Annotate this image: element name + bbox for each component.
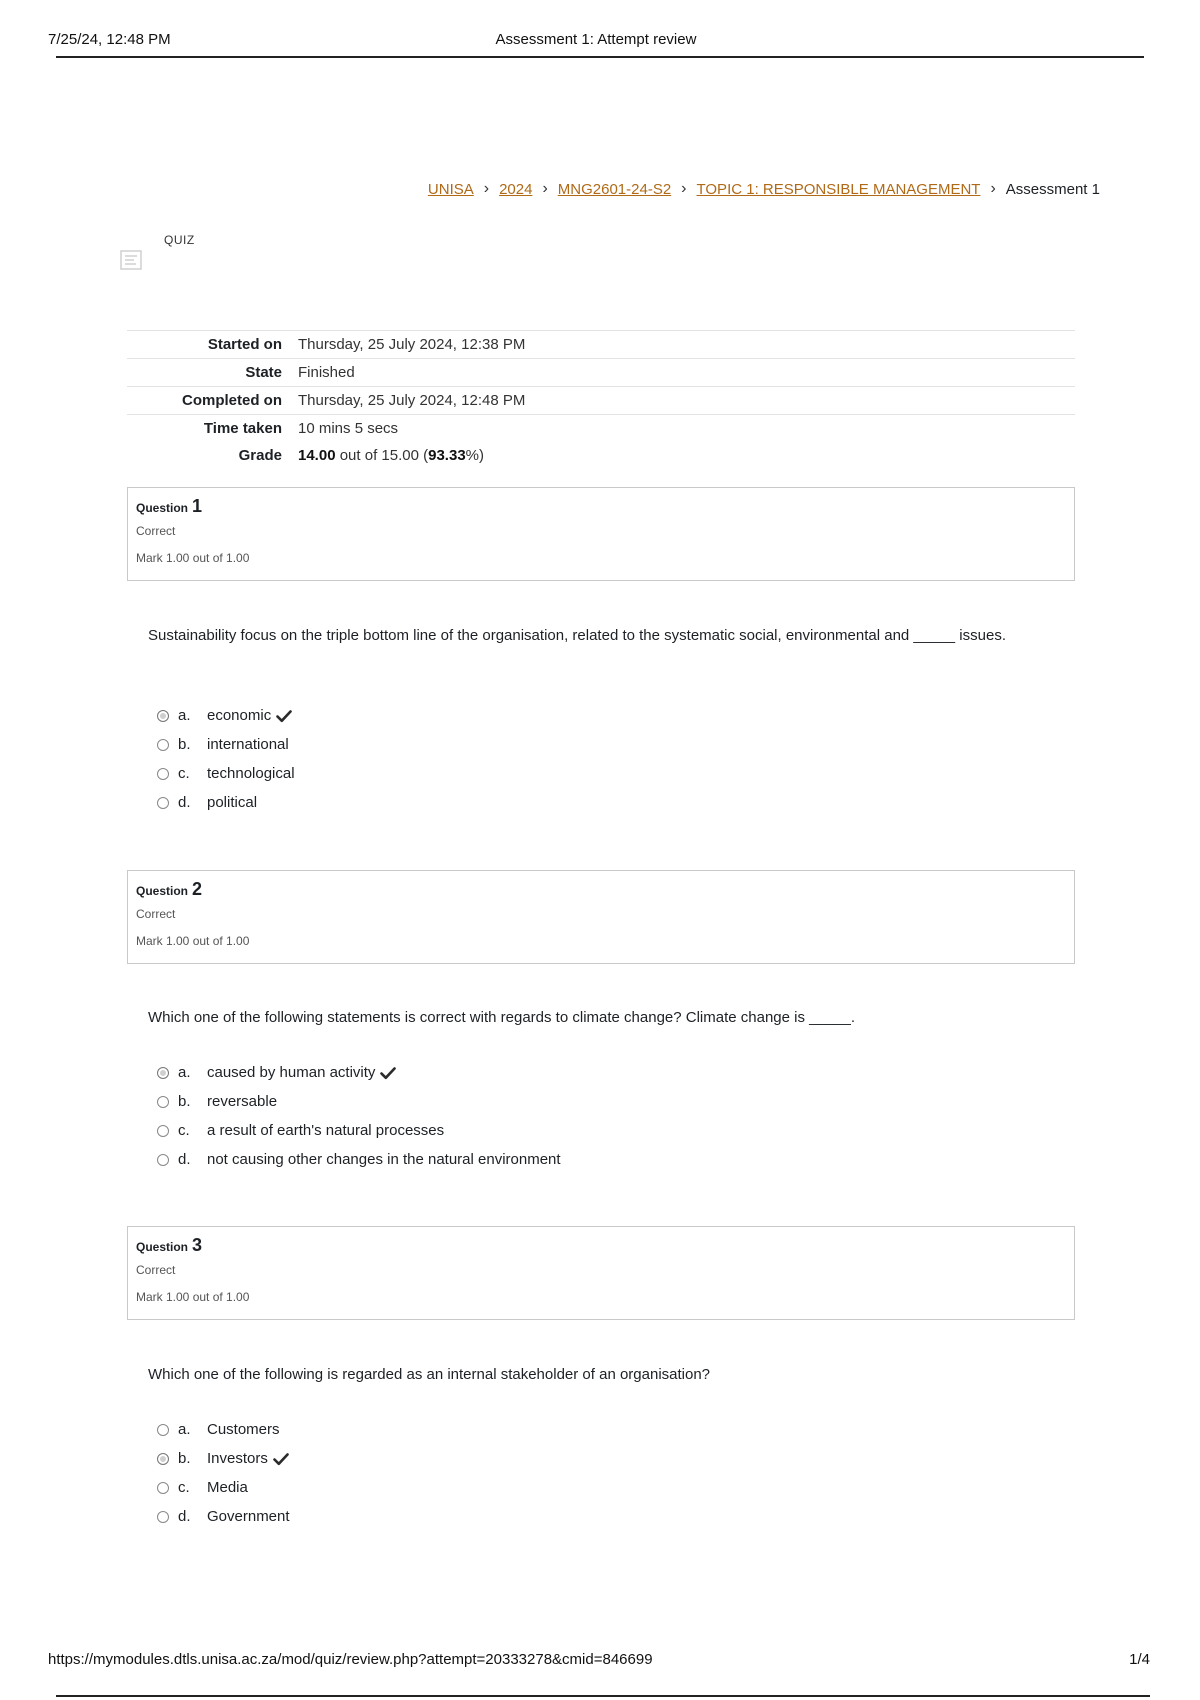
question-number-value: 3 xyxy=(192,1235,203,1255)
breadcrumb-link-unisa[interactable]: UNISA xyxy=(427,180,474,198)
answer-option[interactable] xyxy=(157,701,295,730)
footer-divider xyxy=(56,1695,1150,1697)
radio-button-selected[interactable] xyxy=(157,1453,169,1465)
breadcrumb xyxy=(428,180,1100,198)
attempt-summary-table xyxy=(127,330,1075,469)
answer-option[interactable] xyxy=(157,759,295,788)
answer-letter: b. xyxy=(178,1450,191,1467)
grade-label: Grade xyxy=(238,447,282,464)
answer-option[interactable] xyxy=(157,1415,290,1444)
summary-row xyxy=(127,415,1075,443)
summary-row xyxy=(127,387,1075,415)
question-state: Correct xyxy=(136,524,176,538)
grade-value xyxy=(298,442,1075,469)
answer-text: Investors xyxy=(207,1450,268,1467)
radio-button[interactable] xyxy=(157,1482,169,1494)
answer-option[interactable] xyxy=(157,1145,561,1174)
answer-text: economic xyxy=(207,707,272,724)
answer-option[interactable] xyxy=(157,1058,561,1087)
radio-button-selected[interactable] xyxy=(157,710,169,722)
state-label: State xyxy=(127,359,298,387)
question-number-value: 2 xyxy=(192,879,203,899)
answer-option[interactable] xyxy=(157,1087,561,1116)
chevron-right-icon: › xyxy=(483,180,490,197)
radio-button[interactable] xyxy=(157,739,169,751)
header-divider xyxy=(56,56,1144,58)
question-state: Correct xyxy=(136,907,176,921)
answer-text: Media xyxy=(207,1479,248,1496)
answer-list xyxy=(157,1058,561,1174)
quiz-icon xyxy=(120,250,142,270)
answer-list xyxy=(157,1415,290,1531)
breadcrumb-current: Assessment 1 xyxy=(1005,180,1100,198)
summary-row xyxy=(127,359,1075,387)
answer-text: caused by human activity xyxy=(207,1064,376,1081)
print-page-title: Assessment 1: Attempt review xyxy=(495,31,697,48)
started-on-value: Thursday, 25 July 2024, 12:38 PM xyxy=(298,331,1075,359)
checkmark-icon xyxy=(276,709,292,723)
answer-text: not causing other changes in the natural environment xyxy=(207,1151,561,1168)
grade-out-of: out of 15.00 ( xyxy=(335,447,429,464)
question-text: Which one of the following statements is correct with regards to climate change? Climate change is _____. xyxy=(148,1009,856,1026)
radio-button[interactable] xyxy=(157,1424,169,1436)
radio-button[interactable] xyxy=(157,797,169,809)
completed-on-value: Thursday, 25 July 2024, 12:48 PM xyxy=(298,387,1075,415)
answer-letter: d. xyxy=(178,1508,191,1525)
answer-text: Customers xyxy=(207,1421,280,1438)
print-header xyxy=(48,28,1144,58)
answer-option[interactable] xyxy=(157,1116,561,1145)
answer-letter: d. xyxy=(178,794,191,811)
question-state: Correct xyxy=(136,1263,176,1277)
question-info-box xyxy=(127,870,1075,964)
question-info-box xyxy=(127,1226,1075,1320)
page-number: 1/4 xyxy=(1129,1651,1150,1668)
question-text: Which one of the following is regarded as an internal stakeholder of an organisation? xyxy=(148,1366,711,1383)
print-footer xyxy=(48,1651,1150,1697)
grade-percent: 93.33 xyxy=(428,447,466,464)
print-date: 7/25/24, 12:48 PM xyxy=(48,31,171,48)
breadcrumb-link-topic[interactable]: TOPIC 1: RESPONSIBLE MANAGEMENT xyxy=(696,180,981,198)
radio-button[interactable] xyxy=(157,1125,169,1137)
answer-letter: d. xyxy=(178,1151,191,1168)
answer-text: a result of earth's natural processes xyxy=(207,1122,445,1139)
radio-button[interactable] xyxy=(157,1154,169,1166)
question-label: Question xyxy=(136,501,189,515)
state-value: Finished xyxy=(298,359,1075,387)
question-mark: Mark 1.00 out of 1.00 xyxy=(136,551,250,565)
question-number xyxy=(136,1235,1066,1256)
answer-list xyxy=(157,701,295,817)
answer-text: political xyxy=(207,794,258,811)
answer-letter: a. xyxy=(178,707,191,724)
summary-row xyxy=(127,331,1075,359)
time-taken-value: 10 mins 5 secs xyxy=(298,415,1075,443)
question-mark: Mark 1.00 out of 1.00 xyxy=(136,934,250,948)
question-mark: Mark 1.00 out of 1.00 xyxy=(136,1290,250,1304)
answer-option[interactable] xyxy=(157,1502,290,1531)
answer-letter: c. xyxy=(178,765,190,782)
chevron-right-icon: › xyxy=(542,180,548,197)
answer-letter: b. xyxy=(178,736,191,753)
breadcrumb-link-course[interactable]: MNG2601-24-S2 xyxy=(557,180,672,198)
question-info-box xyxy=(127,487,1075,581)
question-number xyxy=(136,496,1066,517)
radio-button[interactable] xyxy=(157,768,169,780)
checkmark-icon xyxy=(273,1452,289,1466)
question-number-value: 1 xyxy=(192,496,203,516)
activity-type-label: QUIZ xyxy=(164,233,195,247)
radio-button-selected[interactable] xyxy=(157,1067,169,1079)
answer-letter: c. xyxy=(178,1122,190,1139)
answer-letter: a. xyxy=(178,1421,191,1438)
time-taken-label: Time taken xyxy=(127,415,298,443)
question-label: Question xyxy=(136,1240,189,1254)
chevron-right-icon: › xyxy=(990,180,996,197)
checkmark-icon xyxy=(380,1066,396,1080)
answer-text: Government xyxy=(207,1508,290,1525)
question-text: Sustainability focus on the triple bottom line of the organisation, related to the systematic social, environmental and _____ issues. xyxy=(148,627,1006,644)
radio-button[interactable] xyxy=(157,1096,169,1108)
answer-letter: a. xyxy=(178,1064,191,1081)
answer-letter: c. xyxy=(178,1479,190,1496)
question-number xyxy=(136,879,1066,900)
answer-text: technological xyxy=(207,765,295,782)
answer-option[interactable] xyxy=(157,1473,290,1502)
answer-text: reversable xyxy=(207,1093,278,1110)
answer-option[interactable] xyxy=(157,788,295,817)
completed-on-label: Completed on xyxy=(127,387,298,415)
grade-score: 14.00 xyxy=(298,447,336,464)
question-label: Question xyxy=(136,884,189,898)
answer-text: international xyxy=(207,736,289,753)
chevron-right-icon: › xyxy=(681,180,687,197)
answer-letter: b. xyxy=(178,1093,191,1110)
grade-suffix: %) xyxy=(465,447,485,464)
answer-option[interactable] xyxy=(157,1444,290,1473)
page-url: https://mymodules.dtls.unisa.ac.za/mod/quiz/review.php?attempt=20333278&cmid=846699 xyxy=(48,1651,653,1668)
radio-button[interactable] xyxy=(157,1511,169,1523)
breadcrumb-link-2024[interactable]: 2024 xyxy=(499,180,533,198)
started-on-label: Started on xyxy=(127,331,298,359)
answer-option[interactable] xyxy=(157,730,295,759)
summary-row xyxy=(127,442,1075,469)
